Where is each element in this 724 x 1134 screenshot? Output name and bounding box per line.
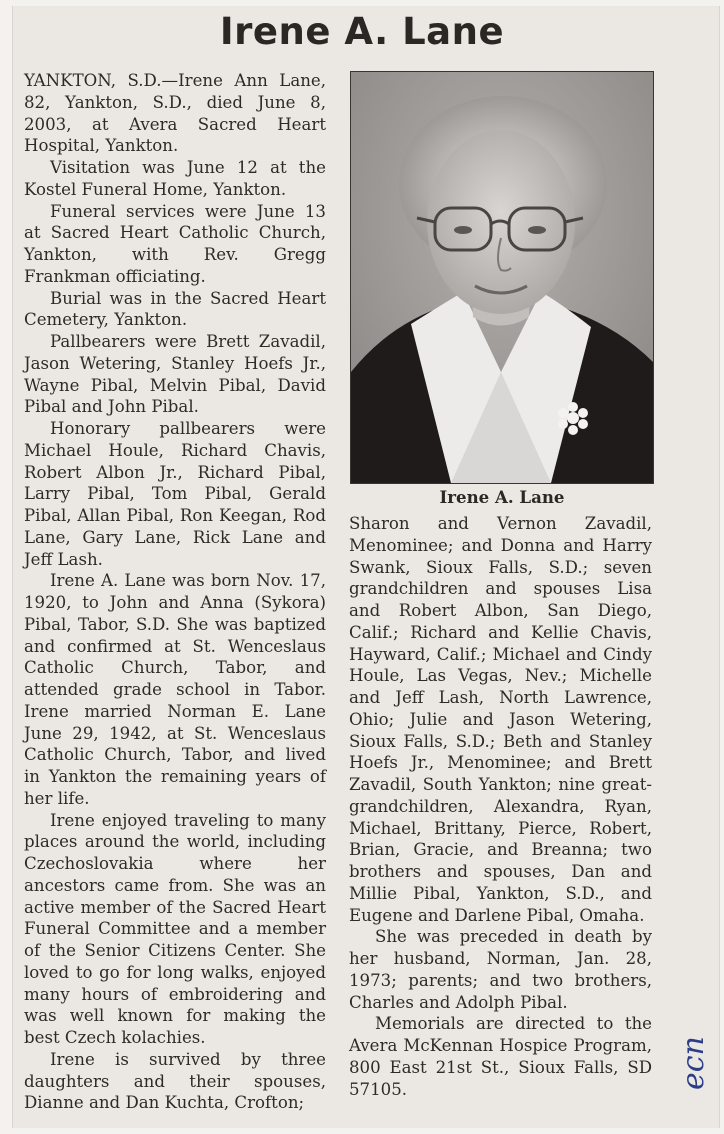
obituary-headline: Irene A. Lane bbox=[219, 10, 505, 53]
paragraph-funeral-services: Funeral services were June 13 at Sacred Heart Catholic Church, Yankton, with Rev. Gregg Frankman officiating. bbox=[24, 201, 326, 286]
paragraph-interests: Irene enjoyed traveling to many places around the world, including Czechoslovakia where her ancestors came from. She was an active member of the Sacred Heart Funeral Committee and a member of the Senior Citizens Center. She loved to go for long walks, enjoyed many hours of embroidering and was well known for making the best Czech kolachies. bbox=[24, 810, 326, 1047]
paragraph-burial: Burial was in the Sacred Heart Cemetery, Yankton. bbox=[24, 288, 326, 330]
paragraph-preceded-in-death: She was preceded in death by her husband, Norman, Jan. 28, 1973; parents; and two brothers, Charles and Adolph Pibal. bbox=[349, 927, 652, 1012]
photo-caption: Irene A. Lane bbox=[439, 487, 565, 507]
paragraph-death-notice: YANKTON, S.D.—Irene Ann Lane, 82, Yankton, S.D., died June 8, 2003, at Avera Sacred Heart Hospital, Yankton. bbox=[24, 71, 326, 156]
paragraph-memorials: Memorials are directed to the Avera McKennan Hospice Program, 800 East 21st St., Sioux Falls, SD 57105. bbox=[349, 1014, 652, 1099]
paragraph-biography: Irene A. Lane was born Nov. 17, 1920, to John and Anna (Sykora) Pibal, Tabor, S.D. She was baptized and confirmed at St. Wenceslaus Catholic Church, Tabor, and attended grade school in Tabor. Irene married Norman E. Lane June 29, 1942, at St. Wenceslaus Catholic Church, Tabor, and lived in Yankton the remaining years of her life. bbox=[24, 571, 326, 808]
paragraph-honorary-pallbearers: Honorary pallbearers were Michael Houle, Richard Chavis, Robert Albon Jr., Richard Pibal, Larry Pibal, Tom Pibal, Gerald Pibal, Allan Pibal, Ron Keegan, Rod Lane, Gary Lane, Rick Lane and Jeff Lash. bbox=[24, 419, 326, 569]
right-column bbox=[349, 513, 652, 1100]
paragraph-pallbearers: Pallbearers were Brett Zavadil, Jason Wetering, Stanley Hoefs Jr., Wayne Pibal, Melvin Pibal, David Pibal and John Pibal. bbox=[24, 332, 326, 417]
portrait-illustration bbox=[351, 72, 653, 483]
left-column bbox=[24, 70, 326, 1114]
handwritten-note: ecn bbox=[676, 1036, 711, 1090]
paragraph-visitation: Visitation was June 12 at the Kostel Funeral Home, Yankton. bbox=[24, 158, 326, 199]
portrait-photo bbox=[350, 71, 654, 484]
paragraph-survivors-continued: Sharon and Vernon Zavadil, Menominee; and Donna and Harry Swank, Sioux Falls, S.D.; seven grandchildren and spouses Lisa and Robert Albon, San Diego, Calif.; Richard and Kellie Chavis, Hayward, Calif.; Michael and Cindy Houle, Las Vegas, Nev.; Michelle and Jeff Lash, North Lawrence, Ohio; Julie and Jason Wetering, Sioux Falls, S.D.; Beth and Stanley Hoefs Jr., Menominee; and Brett Zavadil, South Yankton; nine great-grandchildren, Alexandra, Ryan, Michael, Brittany, Pierce, Robert, Brian, Gracie, and Breanna; two brothers and spouses, Dan and Millie Pibal, Yankton, S.D., and Eugene and Darlene Pibal, Omaha. bbox=[349, 514, 652, 925]
paragraph-survivors-start: Irene is survived by three daughters and their spouses, Dianne and Dan Kuchta, Crofton; bbox=[24, 1049, 326, 1113]
